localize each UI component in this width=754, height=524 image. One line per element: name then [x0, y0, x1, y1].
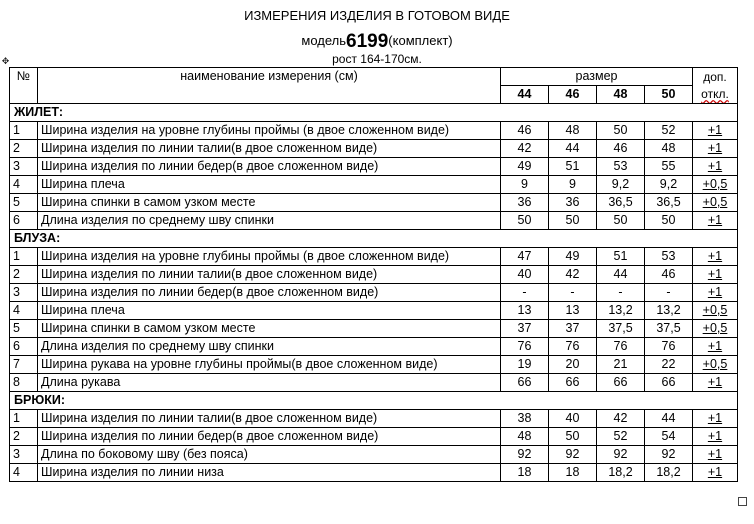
size-value: 54 [645, 428, 693, 446]
row-number: 1 [10, 410, 38, 428]
measurement-name: Длина по боковому шву (без пояса) [38, 446, 501, 464]
size-48-header: 48 [597, 86, 645, 104]
tolerance-text: +1 [707, 213, 723, 227]
tolerance-value [693, 266, 738, 284]
tolerance-value [693, 176, 738, 194]
row-number: 1 [10, 248, 38, 266]
size-value: 18,2 [597, 464, 645, 482]
row-number: 8 [10, 374, 38, 392]
tolerance-value [693, 356, 738, 374]
tolerance-value [693, 194, 738, 212]
size-value: - [549, 284, 597, 302]
tolerance-value [693, 410, 738, 428]
size-value: 76 [501, 338, 549, 356]
tolerance-value [693, 428, 738, 446]
size-46-header: 46 [549, 86, 597, 104]
size-value: 9,2 [645, 176, 693, 194]
measurement-name: Ширина плеча [38, 176, 501, 194]
size-value: 66 [597, 374, 645, 392]
header-size: размер [501, 68, 693, 86]
size-value: 44 [597, 266, 645, 284]
size-value: - [501, 284, 549, 302]
section-row [10, 104, 738, 122]
measurements-table [9, 67, 738, 482]
size-value: 48 [549, 122, 597, 140]
table-row [10, 428, 738, 446]
size-value: 52 [645, 122, 693, 140]
size-value: 48 [645, 140, 693, 158]
size-value: 36 [549, 194, 597, 212]
size-value: 52 [597, 428, 645, 446]
table-row [10, 284, 738, 302]
size-value: 18 [549, 464, 597, 482]
table-body [10, 68, 738, 482]
section-title: ЖИЛЕТ: [10, 104, 738, 122]
tolerance-text: +1 [707, 411, 723, 425]
tolerance-text: +1 [707, 285, 723, 299]
measurement-name: Длина рукава [38, 374, 501, 392]
table-row [10, 356, 738, 374]
size-value: 37 [501, 320, 549, 338]
row-number: 5 [10, 194, 38, 212]
size-value: 49 [501, 158, 549, 176]
header-tolerance-line2: откл. [701, 86, 729, 101]
size-value: 46 [501, 122, 549, 140]
size-value: - [597, 284, 645, 302]
measurement-name: Ширина изделия по линии талии(в двое сложенном виде) [38, 266, 501, 284]
model-prefix: модель [301, 33, 347, 48]
table-row [10, 176, 738, 194]
tolerance-value [693, 140, 738, 158]
header-tolerance [693, 68, 738, 104]
table-row [10, 248, 738, 266]
size-value: 51 [549, 158, 597, 176]
size-value: 50 [501, 212, 549, 230]
tolerance-text: +0,5 [702, 177, 728, 191]
size-value: 66 [645, 374, 693, 392]
size-value: 37 [549, 320, 597, 338]
header-row-1 [10, 68, 738, 86]
size-value: 42 [549, 266, 597, 284]
size-value: 13 [549, 302, 597, 320]
tolerance-text: +1 [707, 141, 723, 155]
measurement-name: Ширина изделия по линии талии(в двое сложенном виде) [38, 410, 501, 428]
size-value: 22 [645, 356, 693, 374]
measurement-name: Ширина спинки в самом узком месте [38, 320, 501, 338]
size-value: 50 [645, 212, 693, 230]
size-value: 20 [549, 356, 597, 374]
row-number: 3 [10, 446, 38, 464]
size-value: 53 [645, 248, 693, 266]
table-row [10, 212, 738, 230]
row-number: 2 [10, 140, 38, 158]
tolerance-text: +1 [707, 465, 723, 479]
section-title: БЛУЗА: [10, 230, 738, 248]
header-number: № [10, 68, 38, 104]
tolerance-text: +1 [707, 339, 723, 353]
size-value: 92 [549, 446, 597, 464]
row-number: 7 [10, 356, 38, 374]
tolerance-value [693, 446, 738, 464]
row-number: 6 [10, 338, 38, 356]
size-value: 46 [597, 140, 645, 158]
tolerance-value [693, 374, 738, 392]
document-title: ИЗМЕРЕНИЯ ИЗДЕЛИЯ В ГОТОВОМ ВИДЕ [244, 8, 510, 23]
tolerance-text: +0,5 [702, 357, 728, 371]
size-value: 76 [645, 338, 693, 356]
size-value: 18 [501, 464, 549, 482]
section-title: БРЮКИ: [10, 392, 738, 410]
measurement-name: Ширина изделия по линии низа [38, 464, 501, 482]
size-value: 37,5 [645, 320, 693, 338]
size-value: 38 [501, 410, 549, 428]
row-number: 4 [10, 464, 38, 482]
table-row [10, 446, 738, 464]
size-value: 9,2 [597, 176, 645, 194]
header-measurement-name: наименование измерения (см) [38, 68, 501, 104]
measurement-name: Ширина изделия на уровне глубины проймы (в двое сложенном виде) [38, 122, 501, 140]
height-range: рост 164-170см. [332, 52, 422, 66]
tolerance-text: +1 [707, 447, 723, 461]
size-value: 66 [501, 374, 549, 392]
model-number: 6199 [346, 31, 389, 52]
tolerance-text: +1 [707, 375, 723, 389]
size-value: 42 [501, 140, 549, 158]
size-value: 44 [645, 410, 693, 428]
tolerance-text: +1 [707, 267, 723, 281]
size-value: 13,2 [597, 302, 645, 320]
size-value: 36 [501, 194, 549, 212]
size-value: 55 [645, 158, 693, 176]
tolerance-text: +1 [707, 429, 723, 443]
measurement-name: Ширина изделия по линии бедер(в двое сложенном виде) [38, 428, 501, 446]
row-number: 3 [10, 284, 38, 302]
size-value: 44 [549, 140, 597, 158]
table-row [10, 464, 738, 482]
size-value: 42 [597, 410, 645, 428]
tolerance-value [693, 158, 738, 176]
table-row [10, 158, 738, 176]
table-row [10, 194, 738, 212]
table-row [10, 374, 738, 392]
measurement-name: Ширина изделия по линии бедер(в двое сложенном виде) [38, 158, 501, 176]
tolerance-value [693, 320, 738, 338]
measurement-name: Длина изделия по среднему шву спинки [38, 338, 501, 356]
measurement-name: Ширина спинки в самом узком месте [38, 194, 501, 212]
size-value: 50 [549, 212, 597, 230]
tolerance-value [693, 248, 738, 266]
table-resize-handle[interactable] [738, 497, 747, 506]
size-value: 19 [501, 356, 549, 374]
size-value: 92 [645, 446, 693, 464]
size-value: 40 [549, 410, 597, 428]
tolerance-text: +0,5 [702, 303, 728, 317]
size-value: 21 [597, 356, 645, 374]
table-row [10, 302, 738, 320]
header-tolerance-line1: доп. [703, 69, 727, 84]
tolerance-text: +0,5 [702, 321, 728, 335]
model-line [0, 29, 754, 51]
size-value: 36,5 [645, 194, 693, 212]
measurement-name: Ширина рукава на уровне глубины проймы(в двое сложенном виде) [38, 356, 501, 374]
tolerance-text: +0,5 [702, 195, 728, 209]
row-number: 2 [10, 266, 38, 284]
tolerance-value [693, 212, 738, 230]
measurement-name: Ширина плеча [38, 302, 501, 320]
tolerance-text: +1 [707, 159, 723, 173]
size-value: 46 [645, 266, 693, 284]
tolerance-text: +1 [707, 123, 723, 137]
size-value: 47 [501, 248, 549, 266]
size-value: 66 [549, 374, 597, 392]
size-value: 48 [501, 428, 549, 446]
row-number: 1 [10, 122, 38, 140]
size-value: 49 [549, 248, 597, 266]
row-number: 3 [10, 158, 38, 176]
tolerance-text: +1 [707, 249, 723, 263]
size-value: 76 [597, 338, 645, 356]
row-number: 4 [10, 302, 38, 320]
size-value: 50 [597, 212, 645, 230]
size-value: 36,5 [597, 194, 645, 212]
row-number: 6 [10, 212, 38, 230]
tolerance-value [693, 284, 738, 302]
section-row [10, 230, 738, 248]
size-value: 37,5 [597, 320, 645, 338]
size-value: 51 [597, 248, 645, 266]
measurement-name: Ширина изделия по линии бедер(в двое сложенном виде) [38, 284, 501, 302]
tolerance-value [693, 338, 738, 356]
size-value: 13 [501, 302, 549, 320]
model-suffix: (комплект) [388, 33, 453, 48]
table-row [10, 320, 738, 338]
measurement-name: Ширина изделия на уровне глубины проймы (в двое сложенном виде) [38, 248, 501, 266]
size-value: 18,2 [645, 464, 693, 482]
tolerance-value [693, 302, 738, 320]
size-value: 92 [597, 446, 645, 464]
row-number: 5 [10, 320, 38, 338]
size-value: 13,2 [645, 302, 693, 320]
table-row [10, 140, 738, 158]
table-row [10, 122, 738, 140]
size-value: 40 [501, 266, 549, 284]
tolerance-value [693, 464, 738, 482]
size-50-header: 50 [645, 86, 693, 104]
table-row [10, 338, 738, 356]
table-move-handle-icon[interactable]: ✥ [1, 56, 10, 66]
size-value: - [645, 284, 693, 302]
measurement-name: Ширина изделия по линии талии(в двое сложенном виде) [38, 140, 501, 158]
row-number: 4 [10, 176, 38, 194]
tolerance-value [693, 122, 738, 140]
size-value: 9 [549, 176, 597, 194]
size-value: 92 [501, 446, 549, 464]
section-row [10, 392, 738, 410]
table-row [10, 410, 738, 428]
size-value: 50 [597, 122, 645, 140]
table-row [10, 266, 738, 284]
size-44-header: 44 [501, 86, 549, 104]
measurement-name: Длина изделия по среднему шву спинки [38, 212, 501, 230]
size-value: 9 [501, 176, 549, 194]
row-number: 2 [10, 428, 38, 446]
size-value: 50 [549, 428, 597, 446]
size-value: 53 [597, 158, 645, 176]
size-value: 76 [549, 338, 597, 356]
